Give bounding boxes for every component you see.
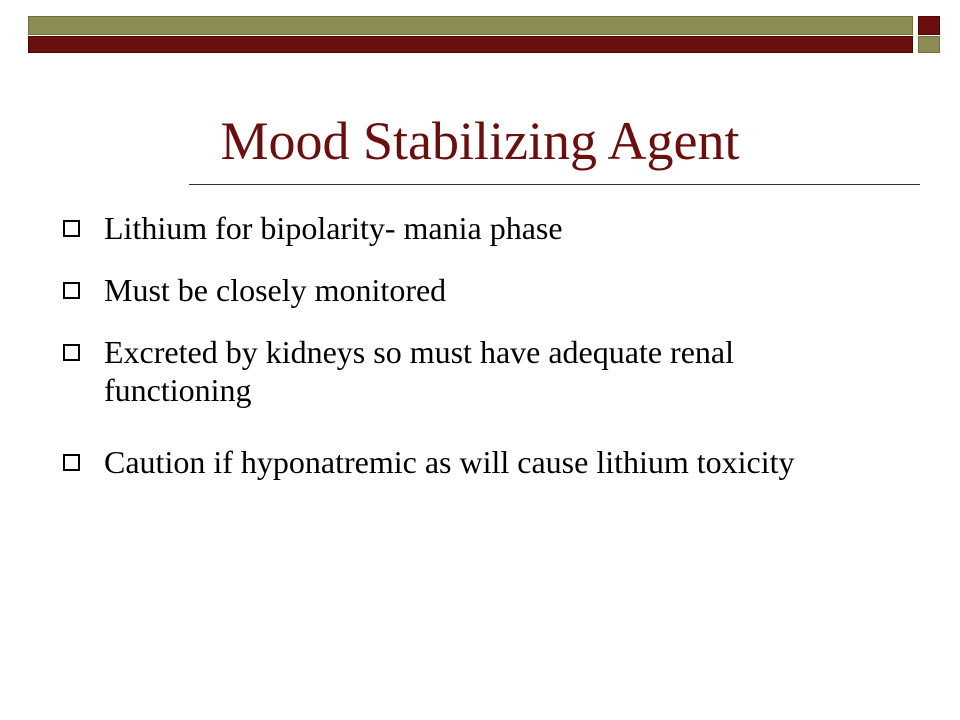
bullet-text: Lithium for bipolarity- mania phase <box>104 210 563 246</box>
bullet-text: Excreted by kidneys so must have adequate renal functioning <box>104 334 734 408</box>
hollow-square-bullet-icon <box>63 220 80 237</box>
hollow-square-bullet-icon <box>63 344 80 361</box>
hollow-square-bullet-icon <box>63 282 80 299</box>
bullet-text: Caution if hyponatremic as will cause lithium toxicity <box>104 444 795 480</box>
slide-title: Mood Stabilizing Agent <box>220 111 740 171</box>
bullet-text: Must be closely monitored <box>104 272 447 308</box>
hollow-square-bullet-icon <box>63 454 80 471</box>
